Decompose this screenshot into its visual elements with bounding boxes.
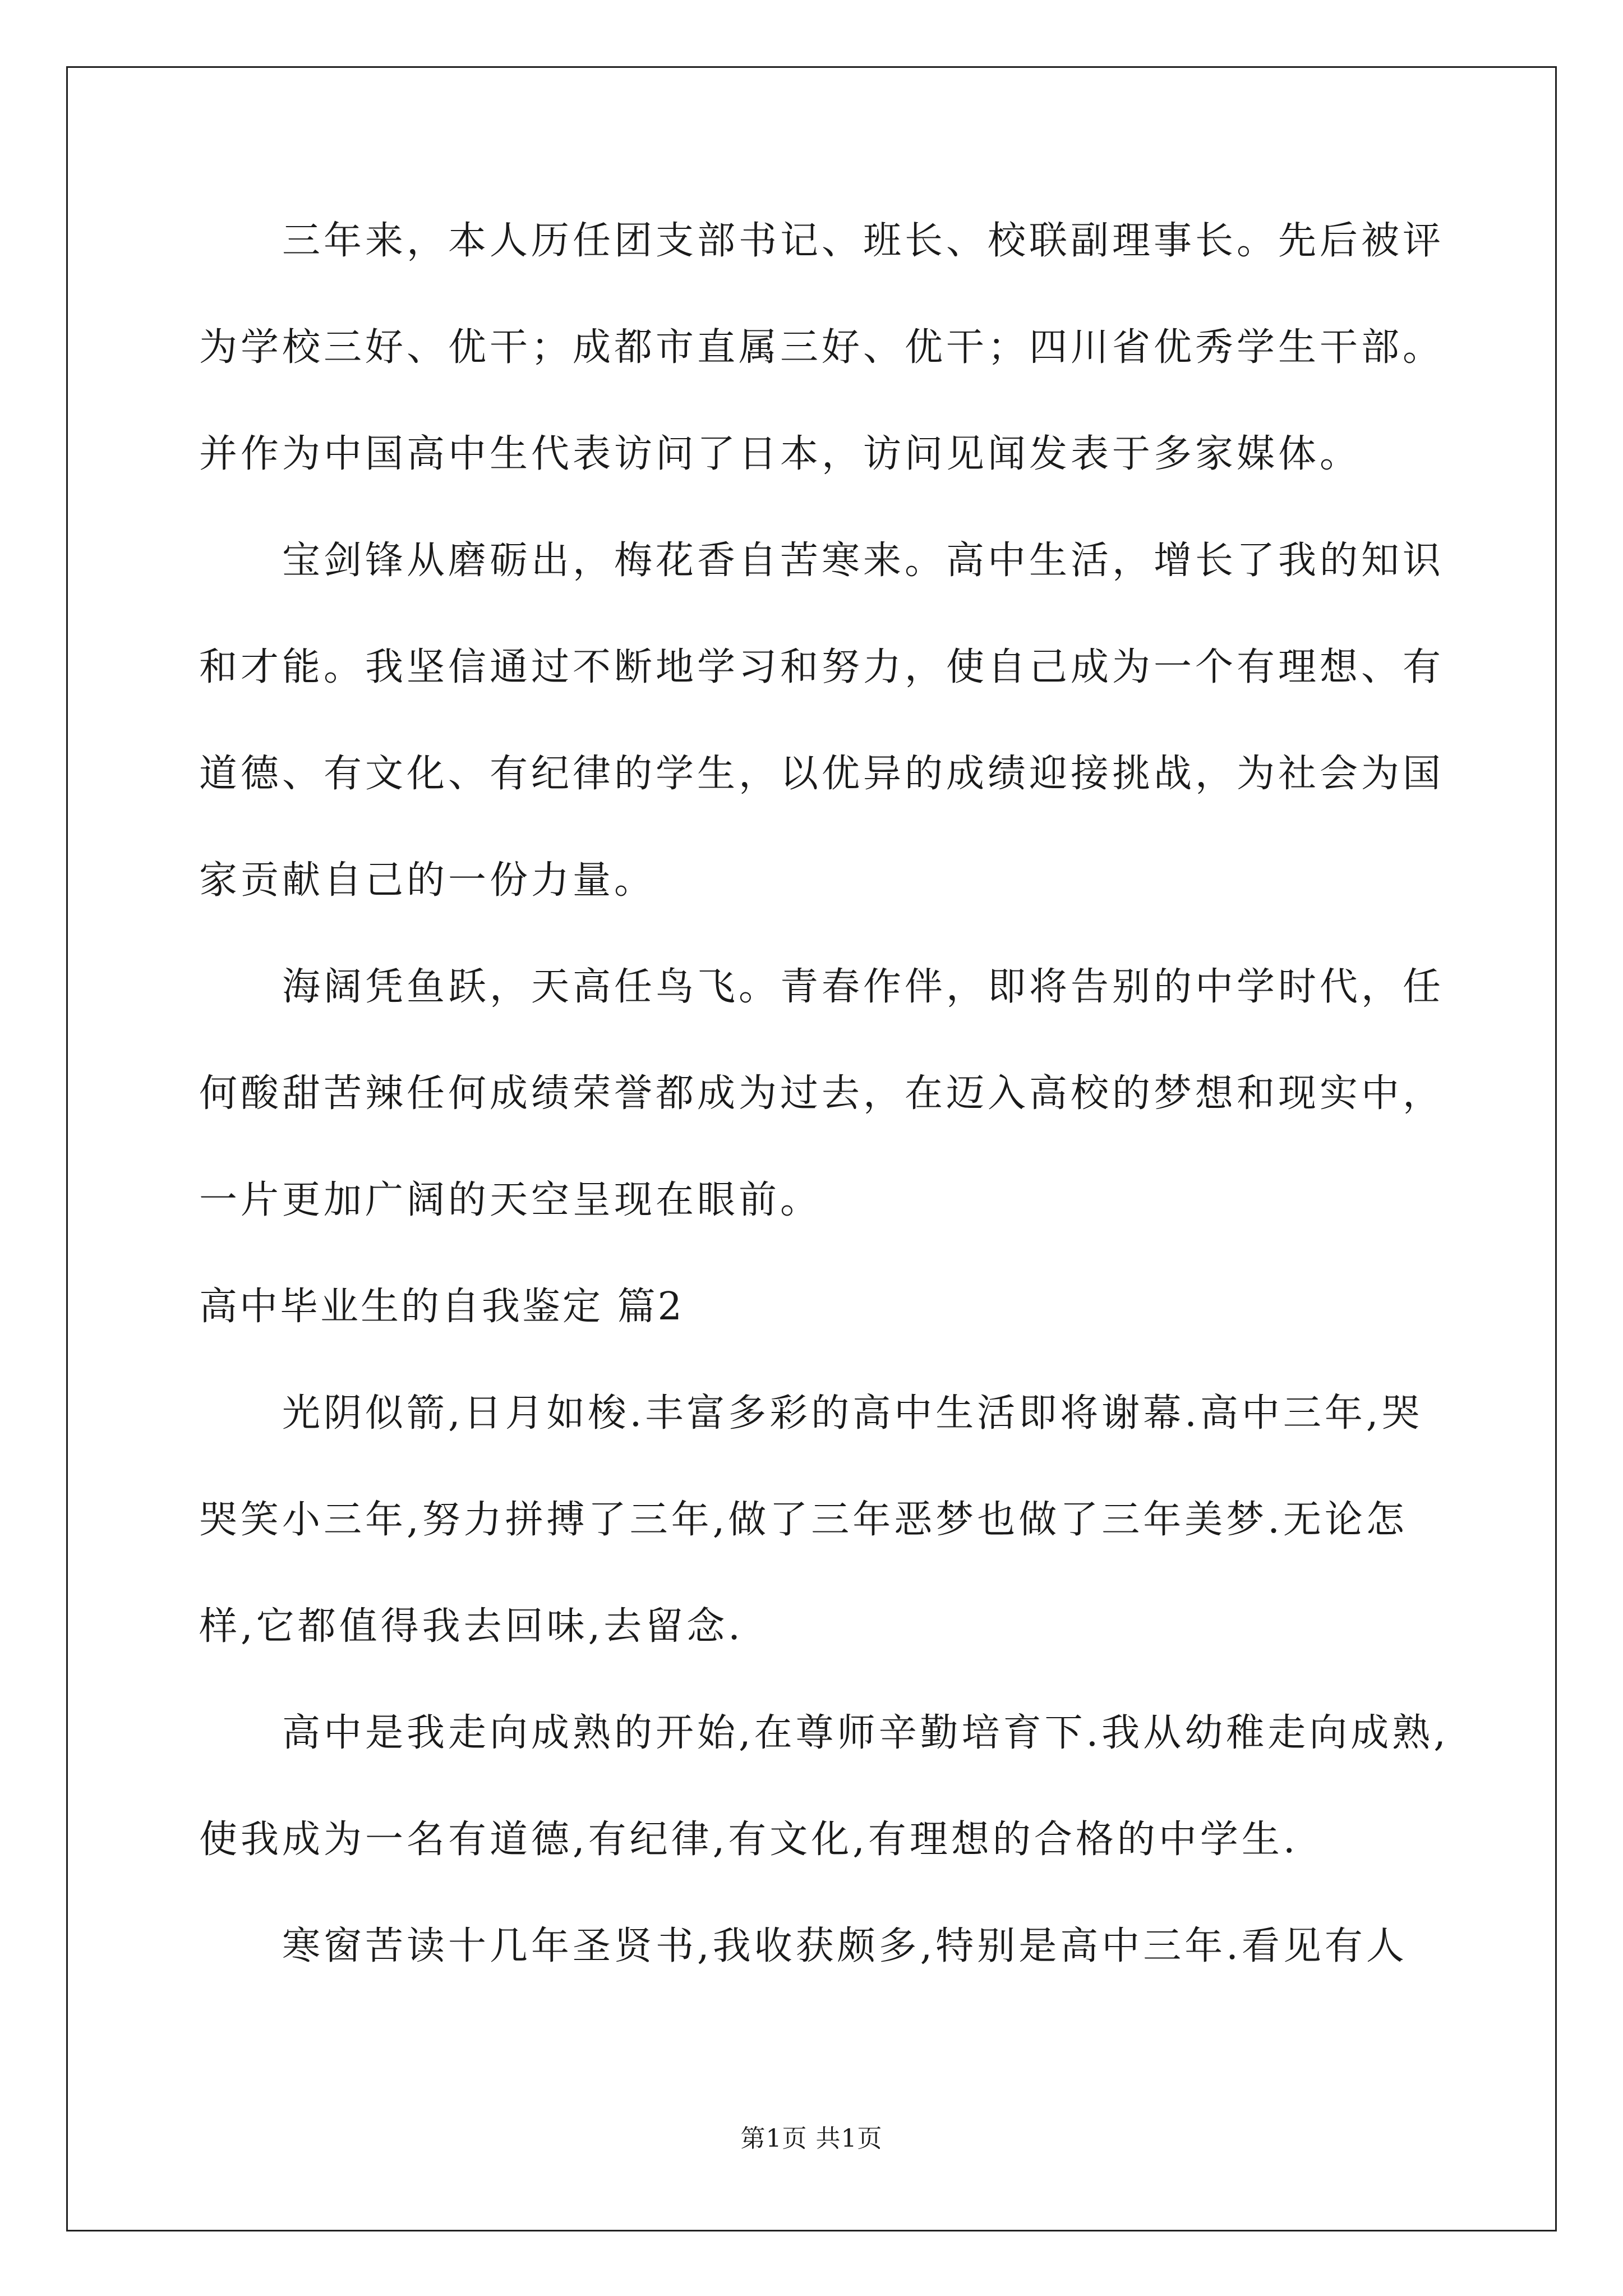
section2-paragraph-2-line-1: 高中是我走向成熟的开始,在尊师辛勤培育下.我从幼稚走向成熟, bbox=[282, 1711, 1449, 1755]
paragraph-3-line-1: 海阔凭鱼跃，天高任鸟飞。青春作伴，即将告别的中学时代，任 bbox=[282, 965, 1445, 1009]
paragraph-2-line-3: 道德、有文化、有纪律的学生，以优异的成绩迎接挑战，为社会为国 bbox=[199, 752, 1445, 796]
page-border bbox=[66, 66, 1557, 2231]
section2-paragraph-2-line-2: 使我成为一名有道德,有纪律,有文化,有理想的合格的中学生. bbox=[199, 1818, 1299, 1862]
section2-paragraph-1-line-3: 样,它都值得我去回味,去留念. bbox=[199, 1604, 744, 1649]
paragraph-3-line-2: 何酸甜苦辣任何成绩荣誉都成为过去，在迈入高校的梦想和现实中， bbox=[199, 1071, 1445, 1116]
paragraph-2-line-4: 家贡献自己的一份力量。 bbox=[199, 858, 656, 903]
paragraph-1-line-1: 三年来，本人历任团支部书记、班长、校联副理事长。先后被评 bbox=[282, 219, 1445, 263]
page-footer: 第1页 共1页 bbox=[740, 2124, 883, 2153]
paragraph-2-line-1: 宝剑锋从磨砺出，梅花香自苦寒来。高中生活，增长了我的知识 bbox=[282, 539, 1445, 583]
paragraph-3-line-3: 一片更加广阔的天空呈现在眼前。 bbox=[199, 1178, 822, 1222]
paragraph-1-line-2: 为学校三好、优干；成都市直属三好、优干；四川省优秀学生干部。 bbox=[199, 325, 1445, 370]
section-heading: 高中毕业生的自我鉴定 篇2 bbox=[199, 1285, 684, 1329]
paragraph-2-line-2: 和才能。我坚信通过不断地学习和努力，使自己成为一个有理想、有 bbox=[199, 645, 1445, 689]
section2-paragraph-3-line-1: 寒窗苦读十几年圣贤书,我收获颇多,特别是高中三年.看见有人 bbox=[282, 1924, 1408, 1968]
section2-paragraph-1-line-1: 光阴似箭,日月如梭.丰富多彩的高中生活即将谢幕.高中三年,哭 bbox=[282, 1391, 1423, 1435]
section2-paragraph-1-line-2: 哭笑小三年,努力拼搏了三年,做了三年恶梦也做了三年美梦.无论怎 bbox=[199, 1498, 1408, 1542]
paragraph-1-line-3: 并作为中国高中生代表访问了日本，访问见闻发表于多家媒体。 bbox=[199, 432, 1362, 476]
